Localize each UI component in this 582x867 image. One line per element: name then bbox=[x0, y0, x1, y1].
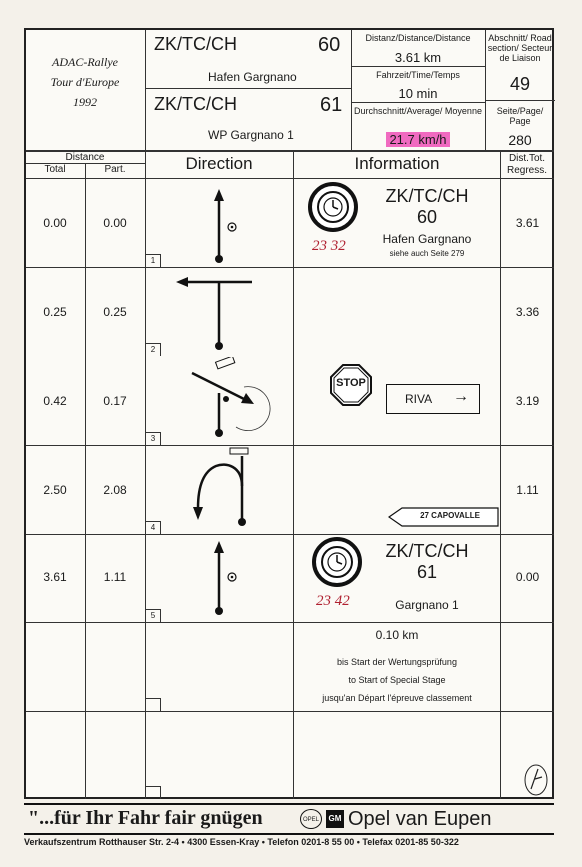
tulip-diagram-1 bbox=[146, 179, 293, 267]
tulip-diagram-3 bbox=[146, 357, 293, 445]
row3-regress: 3.19 bbox=[515, 394, 540, 408]
special-stage-line-en: to Start of Special Stage bbox=[348, 675, 446, 685]
dist-tot-header bbox=[500, 153, 554, 177]
row3-total: 0.42 bbox=[43, 394, 67, 408]
special-stage-line-de: bis Start der Wertungsprüfung bbox=[337, 657, 457, 667]
tc-to-label: ZK/TC/CH bbox=[154, 94, 237, 114]
row5-part: 1.11 bbox=[103, 570, 127, 584]
info-tc60-label: ZK/TC/CH bbox=[385, 186, 469, 206]
opel-logo: OPEL bbox=[300, 809, 322, 829]
roadbook-sheet bbox=[24, 28, 554, 799]
average-label: Durchschnitt/Average/ Moyenne bbox=[354, 106, 482, 116]
tc-from-place: Hafen Gargnano bbox=[208, 70, 297, 84]
section-label: Abschnitt/ Road section/ Secteur de Liaison bbox=[487, 33, 553, 63]
row-number-7 bbox=[146, 786, 161, 799]
row1-part: 0.00 bbox=[103, 216, 127, 230]
info-tc60-place: Hafen Gargnano bbox=[382, 232, 472, 246]
clock-icon bbox=[312, 537, 362, 587]
time-label: Fahrzeit/Time/Temps bbox=[376, 70, 460, 80]
special-stage-line-fr: jusqu'an Départ l'épreuve classement bbox=[322, 693, 472, 703]
info-tc61-number: 61 bbox=[416, 562, 438, 582]
tulip-diagram-2 bbox=[146, 268, 293, 356]
total-header: Total bbox=[44, 164, 66, 175]
row3-part: 0.17 bbox=[103, 394, 127, 408]
dealer-name: Opel van Eupen bbox=[348, 808, 492, 830]
row4-total: 2.50 bbox=[43, 483, 67, 497]
partial-header: Part. bbox=[104, 164, 126, 175]
riva-direction-sign bbox=[386, 384, 480, 414]
footer-advert bbox=[24, 803, 554, 855]
row2-regress: 3.36 bbox=[515, 305, 540, 319]
special-stage-distance: 0.10 km bbox=[375, 628, 419, 642]
tulip-diagram-5 bbox=[146, 535, 293, 623]
handwritten-time-60: 23 32 bbox=[312, 238, 346, 254]
direction-header: Direction bbox=[185, 154, 253, 173]
average-value: 21.7 km/h bbox=[352, 132, 484, 147]
info-tc60-number: 60 bbox=[416, 207, 438, 227]
row5-regress: 0.00 bbox=[515, 570, 540, 584]
row-number-2: 2 bbox=[146, 343, 161, 356]
handwritten-time-61: 23 42 bbox=[316, 593, 350, 609]
tc-from-label: ZK/TC/CH bbox=[154, 34, 237, 54]
time-value: 10 min bbox=[398, 86, 438, 101]
distance-label: Distanz/Distance/Distance bbox=[365, 33, 471, 43]
rally-year: 1992 bbox=[73, 95, 97, 109]
capovalle-sign-text: 27 CAPOVALLE bbox=[420, 511, 480, 520]
gm-logo: GM bbox=[326, 810, 344, 828]
info-tc61-place: Gargnano 1 bbox=[395, 598, 459, 612]
section-value: 49 bbox=[509, 74, 531, 94]
right-arrow-icon: → bbox=[453, 388, 469, 405]
rally-name: ADAC-Rallye bbox=[52, 55, 118, 69]
tc-to-number: 61 bbox=[320, 94, 343, 116]
row-number-1: 1 bbox=[146, 254, 161, 267]
row-number-4: 4 bbox=[146, 521, 161, 534]
page-value: 280 bbox=[508, 132, 532, 148]
row4-part: 2.08 bbox=[103, 483, 127, 497]
information-header: Information bbox=[354, 154, 440, 173]
info-tc61-label: ZK/TC/CH bbox=[385, 541, 469, 561]
distance-header: Distance bbox=[65, 152, 105, 163]
distance-value: 3.61 km bbox=[394, 50, 442, 65]
riva-sign-text: RIVA bbox=[405, 392, 433, 406]
page-label: Seite/Page/ Page bbox=[496, 106, 544, 126]
info-tc60-note: siehe auch Seite 279 bbox=[389, 249, 465, 258]
tc-from-number: 60 bbox=[318, 34, 341, 56]
tc-to-place: WP Gargnano 1 bbox=[208, 128, 294, 142]
row-number-3: 3 bbox=[146, 432, 161, 445]
stop-sign-label: STOP bbox=[336, 377, 366, 389]
row-number-6 bbox=[146, 698, 161, 711]
regress-label: Regress. bbox=[506, 165, 547, 176]
tulip-diagram-4 bbox=[146, 446, 293, 534]
row-number-5: 5 bbox=[146, 609, 161, 622]
row1-regress: 3.61 bbox=[515, 216, 540, 230]
row2-part: 0.25 bbox=[103, 305, 127, 319]
footer-slogan: "...für Ihr Fahr fair gnügen bbox=[28, 807, 263, 829]
rally-subtitle: Tour d'Europe bbox=[50, 75, 120, 89]
row5-total: 3.61 bbox=[43, 570, 67, 584]
rally-title-block bbox=[30, 52, 140, 112]
row2-total: 0.25 bbox=[43, 305, 67, 319]
dist-tot-label: Dist.Tot. bbox=[508, 153, 546, 164]
footer-banner bbox=[24, 803, 554, 835]
footer-address: Verkaufszentrum Rotthauser Str. 2-4 • 4300 Essen-Kray • Telefon 0201-8 55 00 • Telefax 0201-85 50-322 bbox=[24, 837, 459, 847]
row1-total: 0.00 bbox=[43, 216, 67, 230]
signature-mark bbox=[522, 763, 550, 797]
clock-icon bbox=[308, 182, 358, 232]
row4-regress: 1.11 bbox=[516, 483, 539, 497]
